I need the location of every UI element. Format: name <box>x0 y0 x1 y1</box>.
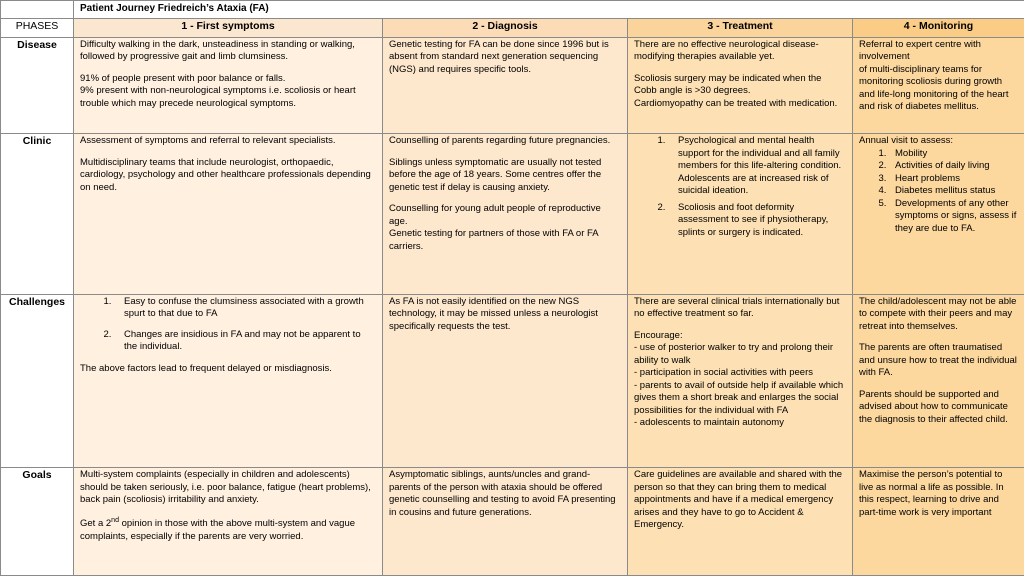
cell-clinic-first-symptoms <box>74 134 383 295</box>
encourage-line: - use of posterior walker to try and prolong their ability to walk <box>634 342 834 366</box>
cell-challenges-treatment <box>628 294 853 468</box>
table-title: Patient Journey Friedreich’s Ataxia (FA) <box>74 1 1024 19</box>
cell-paragraph: Multidisciplinary teams that include neurologist, orthopaedic, cardiology, psychology and other healthcare professionals depending on need. <box>80 156 371 193</box>
challenges-list <box>80 296 376 354</box>
cell-paragraph: Assessment of symptoms and referral to relevant specialists. <box>80 135 336 147</box>
cell-paragraph: Difficulty walking in the dark, unsteadiness in standing or walking, followed by progressive gait and limb clumsiness. <box>80 38 355 63</box>
cell-challenges-first-symptoms <box>74 294 383 468</box>
row-label-disease: Disease <box>1 37 74 134</box>
row-clinic <box>1 134 1024 295</box>
cell-paragraph: Genetic testing for partners of those with FA or FA carriers. <box>389 228 599 252</box>
cell-disease-diagnosis <box>383 37 628 134</box>
annual-visit-intro: Annual visit to assess: <box>859 135 953 147</box>
cell-paragraph: The child/adolescent may not be able to compete with their peers and may retreat into themselves. <box>859 295 1017 332</box>
phases-label: PHASES <box>1 19 74 37</box>
second-opinion-pre: Get a 2 <box>80 518 112 530</box>
phase-header-4: 4 - Monitoring <box>853 19 1024 37</box>
cell-paragraph: There are several clinical trials internationally but no effective treatment so far. <box>634 295 840 320</box>
phase-header-2: 2 - Diagnosis <box>383 19 628 37</box>
cell-paragraph: Care guidelines are available and shared with the person so that they can bring them to medical appointments and have if a medical emergency arises and they have to go to Accident & Emergency. <box>634 469 843 531</box>
row-label-challenges: Challenges <box>1 294 74 468</box>
row-label-goals: Goals <box>1 468 74 576</box>
cell-paragraph: Parents should be supported and advised about how to communicate the diagnosis to their affected child. <box>859 388 1008 425</box>
cell-disease-first-symptoms <box>74 37 383 134</box>
list-item: 1. Easy to confuse the clumsiness associated with a growth spurt to that due to FA <box>114 296 376 321</box>
title-row <box>1 1 1024 19</box>
list-item: 3. Heart problems <box>889 173 1018 186</box>
cell-paragraph: 91% of people present with poor balance or falls. <box>80 72 286 84</box>
cell-paragraph: Genetic testing for FA can be done since 1996 but is absent from standard next generation sequencing (NGS) and requires specific tools. <box>389 38 609 75</box>
ordinal-suffix: nd <box>111 516 119 524</box>
encourage-label: Encourage: <box>634 329 683 341</box>
cell-disease-monitoring <box>853 37 1024 134</box>
cell-goals-first-symptoms <box>74 468 383 576</box>
second-opinion-post: opinion in those with the above multi-system and vague complaints, especially if the parents are very worried. <box>80 518 356 542</box>
cell-paragraph: 9% present with non-neurological symptoms i.e. scoliosis or heart trouble which may precede neurological symptoms. <box>80 85 356 109</box>
cell-paragraph: Scoliosis surgery may be indicated when the Cobb angle is >30 degrees. <box>634 72 822 97</box>
cell-paragraph: Siblings unless symptomatic are usually not tested before the age of 18 years. Some centres offer the genetic test if delay is causing anxiety. <box>389 156 602 193</box>
list-item: 4. Diabetes mellitus status <box>889 185 1018 198</box>
list-item: 2. Activities of daily living <box>889 160 1018 173</box>
list-item: 1. Psychological and mental health support for the individual and all family members for this life-altering condition. Adolescents are at increased risk of suicidal ideation. <box>668 135 846 198</box>
phase-header-row <box>1 19 1024 37</box>
cell-challenges-diagnosis <box>383 294 628 468</box>
cell-paragraph: The above factors lead to frequent delayed or misdiagnosis. <box>80 362 332 374</box>
cell-paragraph: Referral to expert centre with involvement <box>859 38 981 63</box>
list-item: 5. Developments of any other symptoms or signs, assess if they are due to FA. <box>889 198 1018 236</box>
row-challenges <box>1 294 1024 468</box>
cell-goals-treatment <box>628 468 853 576</box>
row-goals <box>1 468 1024 576</box>
treatment-support-list <box>634 135 846 239</box>
cell-clinic-treatment <box>628 134 853 295</box>
cell-paragraph: Asymptomatic siblings, aunts/uncles and grand-parents of the person with ataxia should be offered genetic counselling and testing to avoid FA presenting in cousins and future generations. <box>389 469 616 518</box>
encourage-line: - adolescents to maintain autonomy <box>634 417 784 429</box>
second-opinion-paragraph <box>80 516 376 543</box>
phase-header-3: 3 - Treatment <box>628 19 853 37</box>
cell-paragraph: As FA is not easily identified on the new NGS technology, it may be missed unless a neurologist specifically requests the test. <box>389 295 598 332</box>
cell-clinic-monitoring <box>853 134 1024 295</box>
cell-paragraph: There are no effective neurological disease-modifying therapies available yet. <box>634 38 819 63</box>
cell-goals-monitoring <box>853 468 1024 576</box>
row-label-clinic: Clinic <box>1 134 74 295</box>
cell-paragraph: of multi-disciplinary teams for monitoring scoliosis during growth and life-long monitoring of the heart and risk of diabetes mellitus. <box>859 63 1009 113</box>
row-disease <box>1 37 1024 134</box>
list-item: 1. Mobility <box>889 148 1018 161</box>
list-item: 2. Scoliosis and foot deformity assessment to see if physiotherapy, splints or surgery is indicated. <box>668 202 846 240</box>
encourage-line: - participation in social activities with peers <box>634 367 813 379</box>
cell-goals-diagnosis <box>383 468 628 576</box>
cell-paragraph: Maximise the person’s potential to live as normal a life as possible. In this respect, learning to drive and part-time work is very important <box>859 469 1004 518</box>
cell-paragraph: Counselling of parents regarding future pregnancies. <box>389 135 611 147</box>
title-row-spacer <box>1 1 74 19</box>
cell-challenges-monitoring <box>853 294 1024 468</box>
phase-header-1: 1 - First symptoms <box>74 19 383 37</box>
encourage-line: - parents to avail of outside help if available which gives them a short break and enlarges the social possibilities for the individual with FA <box>634 379 844 416</box>
cell-paragraph: Cardiomyopathy can be treated with medication. <box>634 97 838 109</box>
cell-paragraph: The parents are often traumatised and unsure how to treat the individual with FA. <box>859 342 1017 379</box>
cell-disease-treatment <box>628 37 853 134</box>
cell-paragraph: Counselling for young adult people of reproductive age. <box>389 203 601 227</box>
list-item: 2. Changes are insidious in FA and may not be apparent to the individual. <box>114 329 376 354</box>
annual-visit-list <box>859 148 1018 236</box>
cell-clinic-diagnosis <box>383 134 628 295</box>
cell-paragraph: Multi-system complaints (especially in children and adolescents) should be taken seriously, i.e. poor balance, fatigue (heart problems), back pain (scoliosis) irritability and anxiety. <box>80 469 371 506</box>
